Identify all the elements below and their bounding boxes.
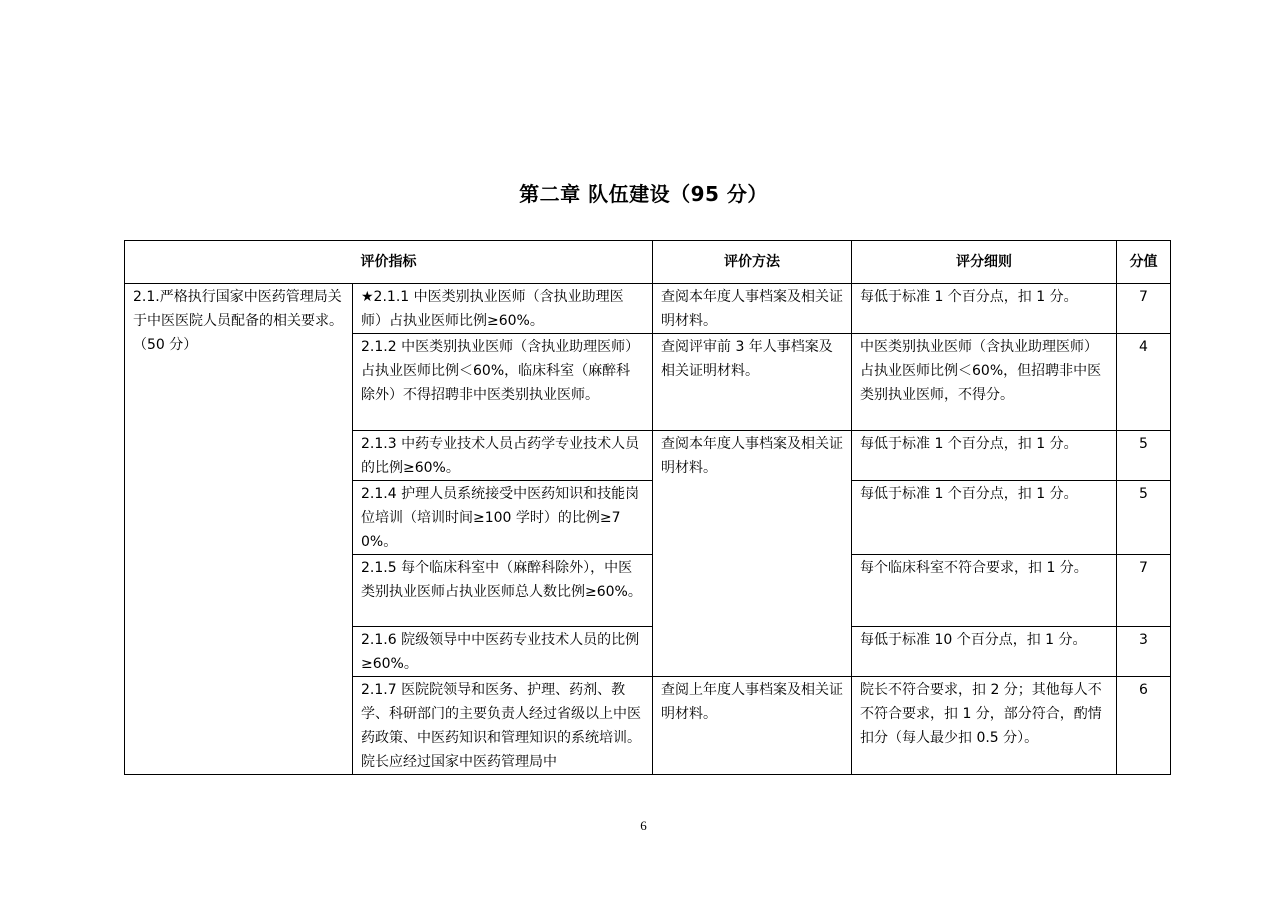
method-cell: 查阅上年度人事档案及相关证明材料。 [653, 677, 852, 775]
score-cell: 6 [1117, 677, 1171, 775]
score-cell: 4 [1117, 334, 1171, 431]
page-title: 第二章 队伍建设（95 分） [519, 182, 768, 206]
detail-cell: 每个临床科室不符合要求，扣 1 分。 [852, 555, 1117, 627]
detail-cell: 每低于标准 1 个百分点，扣 1 分。 [852, 481, 1117, 555]
header-indicator: 评价指标 [125, 241, 653, 284]
item-cell: ★2.1.1 中医类别执业医师（含执业助理医师）占执业医师比例≥60%。 [353, 284, 653, 334]
header-detail: 评分细则 [852, 241, 1117, 284]
score-cell: 5 [1117, 481, 1171, 555]
detail-cell: 每低于标准 10 个百分点，扣 1 分。 [852, 627, 1117, 677]
table-row [125, 284, 1171, 334]
table-header-row [125, 241, 1171, 284]
item-cell: 2.1.6 院级领导中中医药专业技术人员的比例≥60%。 [353, 627, 653, 677]
detail-cell: 中医类别执业医师（含执业助理医师）占执业医师比例＜60%，但招聘非中医类别执业医师，不得分。 [852, 334, 1117, 431]
item-cell: 2.1.5 每个临床科室中（麻醉科除外），中医类别执业医师占执业医师总人数比例≥60%。 [353, 555, 653, 627]
item-cell: 2.1.3 中药专业技术人员占药学专业技术人员的比例≥60%。 [353, 431, 653, 481]
detail-cell: 院长不符合要求，扣 2 分；其他每人不不符合要求，扣 1 分，部分符合，酌情扣分（每人最少扣 0.5 分）。 [852, 677, 1117, 775]
score-cell: 5 [1117, 431, 1171, 481]
item-cell: 2.1.2 中医类别执业医师（含执业助理医师）占执业医师比例＜60%，临床科室（麻醉科除外）不得招聘非中医类别执业医师。 [353, 334, 653, 431]
detail-cell: 每低于标准 1 个百分点，扣 1 分。 [852, 284, 1117, 334]
header-method: 评价方法 [653, 241, 852, 284]
detail-cell: 每低于标准 1 个百分点，扣 1 分。 [852, 431, 1117, 481]
score-cell: 7 [1117, 555, 1171, 627]
evaluation-table [124, 240, 1171, 775]
score-cell: 3 [1117, 627, 1171, 677]
method-cell: 查阅本年度人事档案及相关证明材料。 [653, 431, 852, 677]
method-cell: 查阅本年度人事档案及相关证明材料。 [653, 284, 852, 334]
item-cell: 2.1.7 医院院领导和医务、护理、药剂、教学、科研部门的主要负责人经过省级以上中医药政策、中医药知识和管理知识的系统培训。院长应经过国家中医药管理局中 [353, 677, 653, 775]
page-number: 6 [640, 818, 647, 833]
method-cell: 查阅评审前 3 年人事档案及相关证明材料。 [653, 334, 852, 431]
header-score: 分值 [1117, 241, 1171, 284]
group-indicator: 2.1.严格执行国家中医药管理局关于中医医院人员配备的相关要求。（50 分） [125, 284, 353, 775]
score-cell: 7 [1117, 284, 1171, 334]
item-cell: 2.1.4 护理人员系统接受中医药知识和技能岗位培训（培训时间≥100 学时）的比例≥70%。 [353, 481, 653, 555]
